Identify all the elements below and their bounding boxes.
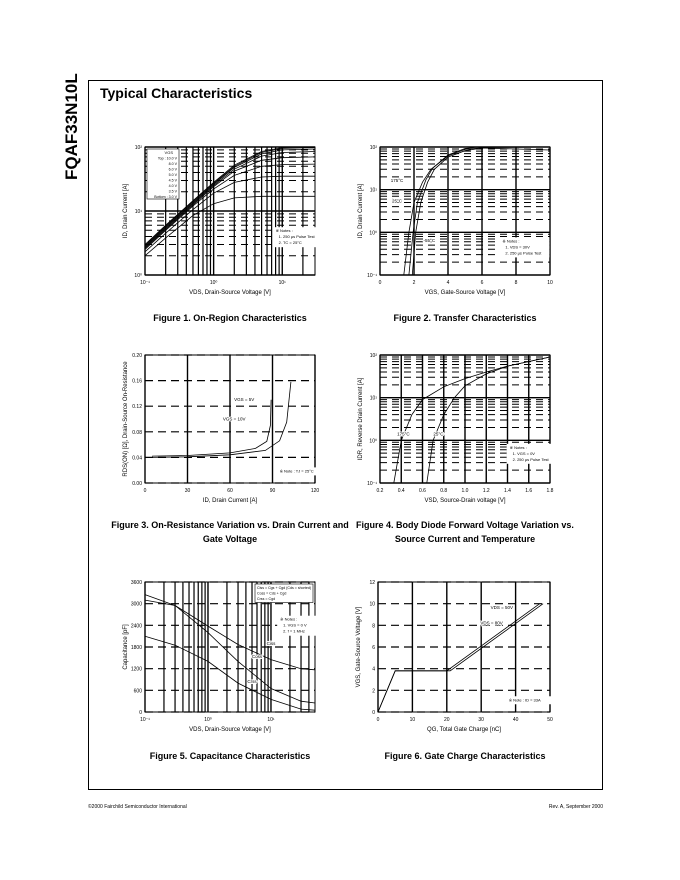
legend-entry: Top : 10.0 V [157, 156, 177, 161]
x-tick-label: 8 [514, 280, 518, 286]
legend-entry: 4.0 V [168, 184, 177, 188]
x-tick-label: 60 [227, 488, 233, 494]
y-axis-label: ID, Drain Current [A] [123, 183, 129, 239]
legend-entry: 8.0 V [168, 162, 177, 166]
y-tick-label: 1800 [130, 645, 142, 651]
x-tick-label: 10¹ [267, 717, 275, 723]
y-tick-label: 10⁻¹ [367, 273, 377, 279]
legend-entry: Coss = Cds + Cgd [257, 591, 287, 596]
note-text: 2. 250 μs Pulse Test [505, 250, 542, 256]
x-tick-label: 90 [269, 488, 276, 494]
y-tick-label: 0 [139, 710, 142, 716]
chart-5 [123, 580, 327, 733]
curve-label: VDS = 50V [490, 605, 514, 611]
x-tick-label: 0 [376, 717, 380, 723]
note-text: 1. VDS = 30V [505, 244, 530, 250]
figure-4-caption: Figure 4. Body Diode Forward Voltage Variation vs. Source Current and Temperature [356, 520, 574, 544]
y-tick-label: 600 [133, 688, 142, 695]
note-text: ※ Notes : [280, 616, 298, 622]
y-tick-label: 12 [369, 580, 375, 586]
x-tick-label: 6 [480, 280, 484, 286]
y-tick-label: 10² [369, 145, 377, 151]
y-tick-label: 6 [372, 645, 375, 651]
x-tick-label: 0.2 [376, 488, 384, 494]
legend-entry: 3.5 V [168, 189, 177, 194]
y-tick-label: 0.04 [132, 455, 142, 462]
x-tick-label: 0.8 [440, 488, 448, 494]
x-tick-label: 1.8 [546, 488, 554, 494]
note-text: 1. VGS = 0V [512, 450, 535, 456]
x-axis-label: VDS, Drain-Source Voltage [V] [189, 290, 271, 296]
y-axis-label: Capacitance [pF] [123, 624, 129, 670]
x-axis-label: VDS, Drain-Source Voltage [V] [189, 727, 271, 733]
chart-2 [358, 145, 553, 296]
x-tick-label: 0.6 [419, 488, 426, 494]
chart-4 [358, 353, 557, 504]
curve-label: VGS = 5V [234, 397, 255, 403]
y-tick-label: 0.16 [132, 378, 142, 385]
curve-label: VGS = 10V [222, 416, 246, 422]
x-tick-label: 1.0 [461, 488, 469, 494]
legend-entry: 6.0 V [168, 167, 177, 172]
x-tick-label: 10⁻¹ [140, 717, 150, 723]
note-text: ※ Notes : [509, 444, 527, 450]
x-axis-label: ID, Drain Current [A] [202, 498, 258, 504]
x-tick-label: 40 [512, 717, 519, 723]
figure-1-caption: Figure 1. On-Region Characteristics [153, 313, 307, 323]
x-axis-label: QG, Total Gate Charge [nC] [427, 727, 501, 733]
legend-title: VGS [164, 150, 173, 155]
note-text: 2. TC = 25°C [278, 240, 302, 246]
note-text: 1. VGS = 0 V [283, 622, 307, 628]
x-axis-label: VSD, Source-Drain voltage [V] [424, 498, 506, 504]
y-axis-label: VGS, Gate-Source Voltage [V] [356, 606, 362, 688]
legend-entry: 4.5 V [168, 178, 177, 183]
y-axis-label: ID, Drain Current [A] [358, 183, 364, 239]
y-tick-label: 10⁰ [369, 230, 377, 237]
curve-label: 25°C [433, 431, 444, 437]
note-text: 2. 250 μs Pulse Test [512, 456, 549, 462]
y-tick-label: 10¹ [369, 395, 377, 402]
y-tick-label: 10⁻¹ [367, 481, 377, 487]
figure-5-caption: Figure 5. Capacitance Characteristics [149, 751, 311, 761]
note-text: 1. 250 μs Pulse Test [278, 234, 315, 240]
y-tick-label: 3600 [130, 580, 142, 586]
y-tick-label: 10² [134, 145, 142, 151]
chart-3 [123, 353, 327, 504]
x-tick-label: 30 [184, 488, 191, 494]
x-tick-label: 10 [409, 717, 416, 723]
x-tick-label: 10⁰ [204, 717, 212, 723]
note-text: ※ Note : TJ = 25°C [279, 468, 314, 474]
x-tick-label: 0.4 [397, 488, 405, 494]
curve-label: 175°C [390, 178, 404, 184]
y-tick-label: 0.20 [132, 353, 142, 359]
x-tick-label: 120 [310, 488, 320, 494]
x-tick-label: 10¹ [278, 280, 286, 286]
y-tick-label: 2 [372, 688, 375, 695]
curve-label: 25°C [391, 198, 403, 204]
section-title: Typical Characteristics [100, 85, 253, 101]
curve-label: VDS = 80V [480, 620, 503, 626]
footer-copyright: ©2000 Fairchild Semiconductor International [88, 804, 187, 810]
footer-revision: Rev. A, September 2000 [548, 804, 603, 810]
chart-1 [123, 145, 323, 296]
y-tick-label: 10 [369, 601, 375, 608]
curve-label: Coss [251, 653, 263, 659]
x-tick-label: 30 [478, 717, 484, 723]
curve-label: Ciss [266, 641, 276, 647]
legend-entry: 5.0 V [168, 173, 177, 177]
y-tick-label: 10⁰ [369, 438, 377, 445]
note-text: ※ Note : ID = 33A [508, 697, 541, 703]
x-tick-label: 1.4 [504, 488, 511, 494]
y-tick-label: 0 [372, 710, 375, 716]
curve-label: -55°C [423, 237, 436, 243]
x-tick-label: 0 [143, 488, 147, 494]
y-tick-label: 0.12 [132, 404, 142, 411]
figure-2-caption: Figure 2. Transfer Characteristics [393, 313, 537, 323]
y-tick-label: 8 [372, 623, 375, 630]
note-text: ※ Notes : [275, 228, 293, 234]
y-tick-label: 0.00 [132, 481, 142, 487]
x-tick-label: 2 [412, 280, 416, 286]
x-tick-label: 0 [378, 280, 382, 286]
y-tick-label: 0.08 [132, 429, 142, 436]
legend-entry: Ciss = Cgs + Cgd (Cds = shorted) [257, 586, 312, 590]
part-number-side-title: FQAF33N10L [62, 73, 81, 180]
x-tick-label: 10 [547, 280, 553, 286]
x-tick-label: 1.6 [525, 488, 533, 494]
x-tick-label: 4 [446, 280, 450, 286]
figure-3-caption: Figure 3. On-Resistance Variation vs. Drain Current and Gate Voltage [111, 520, 349, 544]
y-axis-label: IDR, Reverse Drain Current [A] [358, 377, 364, 461]
legend-entry: Crss = Cgd [257, 597, 276, 601]
x-tick-label: 10⁻¹ [140, 280, 150, 286]
x-tick-label: 10⁰ [209, 280, 218, 286]
y-tick-label: 10¹ [369, 187, 377, 194]
note-text: 2. f = 1 MHz [283, 628, 305, 634]
x-axis-label: VGS, Gate-Source Voltage [V] [424, 290, 506, 296]
y-tick-label: 4 [372, 666, 375, 673]
series-line-vgs-5v [152, 400, 271, 456]
y-tick-label: 2400 [130, 623, 142, 630]
y-tick-label: 1200 [130, 666, 142, 673]
y-tick-label: 10² [369, 353, 377, 359]
note-text: ※ Notes : [502, 238, 520, 244]
figure-6-caption: Figure 6. Gate Charge Characteristics [384, 751, 546, 761]
legend-entry: Bottom : 3.0 V [154, 195, 177, 199]
x-tick-label: 20 [444, 717, 450, 723]
x-tick-label: 50 [547, 717, 553, 723]
y-axis-label: RDS(ON) [Ω], Drain-Source On-Resistance [123, 361, 129, 477]
curve-label: Crss [247, 679, 257, 685]
x-tick-label: 1.2 [482, 488, 490, 494]
y-tick-label: 3000 [130, 601, 142, 608]
curve-label: 175°C [397, 431, 410, 437]
series-line-vds-80v [378, 604, 543, 712]
chart-6 [356, 580, 556, 733]
y-tick-label: 10¹ [134, 209, 142, 215]
series-line-vgs-10v [152, 382, 291, 458]
y-tick-label: 10⁰ [134, 273, 142, 279]
